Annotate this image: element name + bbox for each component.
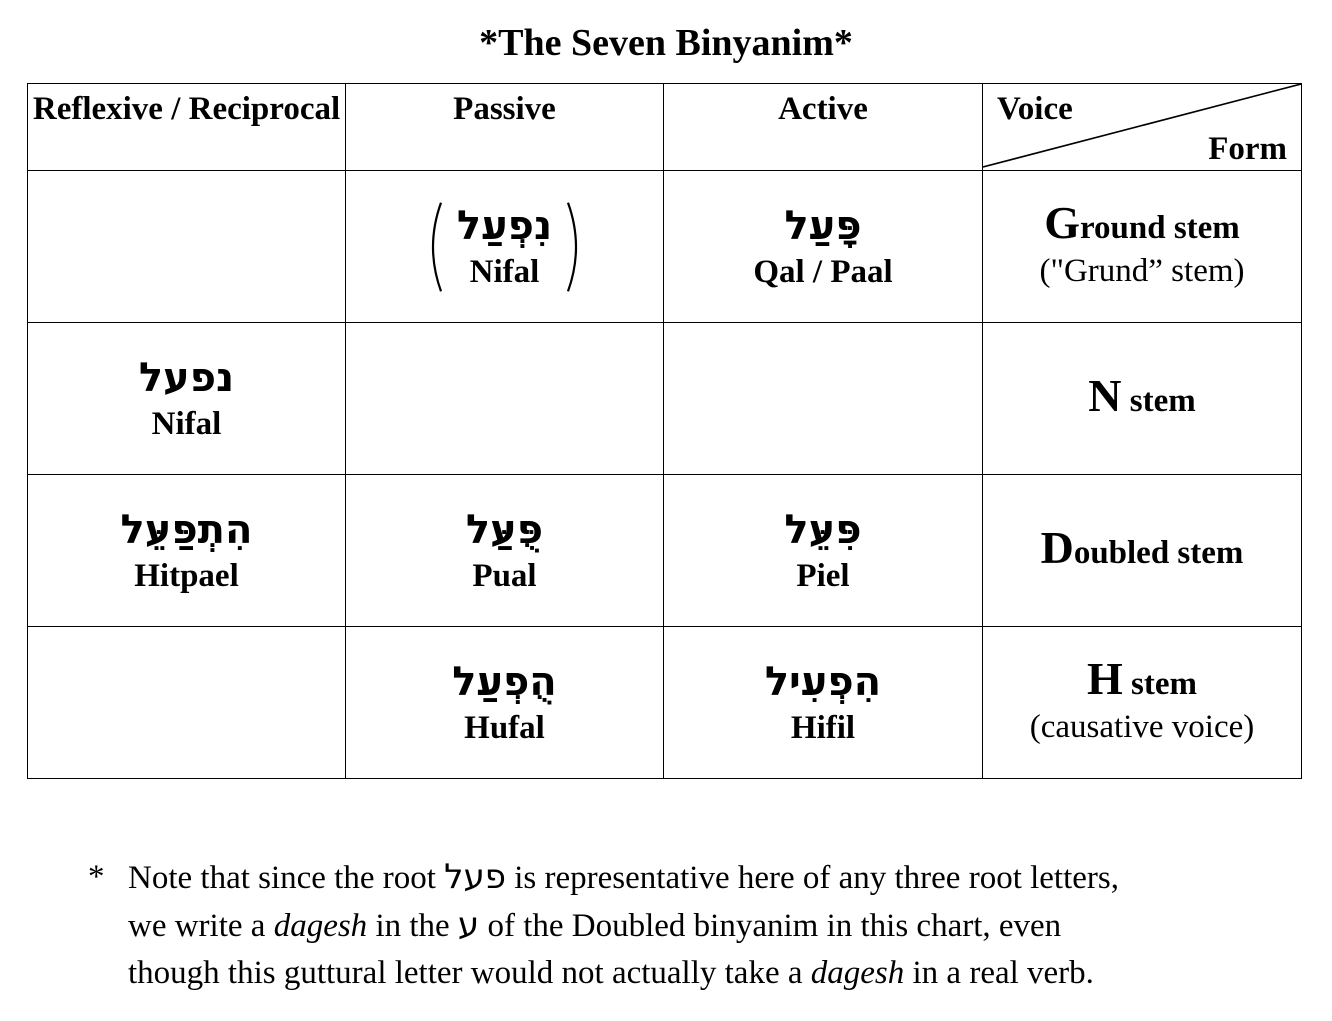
footnote-text bbox=[128, 854, 1308, 997]
header-reflexive bbox=[28, 84, 346, 171]
cell-form bbox=[983, 475, 1302, 627]
cell-reflexive bbox=[28, 323, 346, 475]
stem-rest: round stem bbox=[1079, 210, 1240, 246]
dagesh-term: dagesh bbox=[810, 955, 905, 991]
footnote-segment: of the Doubled binyanim in this chart, even bbox=[479, 908, 1062, 944]
cell-form bbox=[983, 171, 1302, 323]
row-n-stem bbox=[28, 323, 1302, 475]
stem-initial: G bbox=[1044, 197, 1080, 248]
footnote-segment: in a real verb. bbox=[904, 955, 1094, 991]
header-passive-label: Passive bbox=[453, 91, 556, 127]
header-passive bbox=[346, 84, 664, 171]
header-active-label: Active bbox=[778, 91, 868, 127]
hebrew-root: פעל bbox=[444, 857, 507, 897]
cell-form bbox=[983, 323, 1302, 475]
header-reflexive-label: Reflexive / Reciprocal bbox=[32, 91, 341, 127]
cell-active bbox=[664, 171, 983, 323]
footnote-segment: is representative here of any three root letters, bbox=[506, 860, 1119, 896]
header-voice-form-corner bbox=[983, 84, 1302, 171]
header-voice-label: Voice bbox=[997, 91, 1073, 127]
stem-rest: stem bbox=[1121, 383, 1196, 419]
cell-form bbox=[983, 627, 1302, 779]
binyan-name: Nifal bbox=[469, 253, 540, 290]
cell-reflexive bbox=[28, 171, 346, 323]
binyan-name: Qal / Paal bbox=[753, 253, 893, 290]
binyan-name: Hifil bbox=[790, 709, 856, 746]
stem-rest: stem bbox=[1122, 666, 1197, 702]
footnote bbox=[88, 854, 1308, 997]
cell-active bbox=[664, 627, 983, 779]
row-doubled-stem bbox=[28, 475, 1302, 627]
stem-name bbox=[983, 370, 1301, 423]
header-row bbox=[28, 84, 1302, 171]
hebrew-form: נִפְעַל bbox=[456, 202, 553, 249]
stem-initial: D bbox=[1040, 522, 1074, 573]
stem-initial: H bbox=[1087, 653, 1123, 704]
binyan-name: Hitpael bbox=[134, 557, 239, 594]
binyan-name: Hufal bbox=[464, 709, 545, 746]
row-ground-stem bbox=[28, 171, 1302, 323]
stem-description: ("Grund” stem) bbox=[1039, 253, 1245, 289]
left-paren-icon bbox=[423, 201, 445, 293]
dagesh-term: dagesh bbox=[273, 908, 368, 944]
binyan-name: Piel bbox=[796, 557, 850, 594]
footnote-segment: though this guttural letter would not actually take a bbox=[128, 955, 811, 991]
footnote-segment: in the bbox=[367, 908, 458, 944]
hebrew-form: נפעל bbox=[138, 354, 235, 401]
footnote-line bbox=[128, 950, 1308, 997]
header-active bbox=[664, 84, 983, 171]
cell-reflexive bbox=[28, 475, 346, 627]
stem-description: (causative voice) bbox=[1029, 709, 1255, 745]
hebrew-form: פֻּעַּל bbox=[465, 506, 544, 553]
footnote-segment: Note that since the root bbox=[128, 860, 445, 896]
footnote-line bbox=[128, 902, 1308, 950]
page-title: *The Seven Binyanim* bbox=[479, 22, 853, 64]
binyan-name: Pual bbox=[472, 557, 537, 594]
parenthesized-form bbox=[423, 201, 586, 293]
cell-reflexive bbox=[28, 627, 346, 779]
cell-passive bbox=[346, 171, 664, 323]
cell-passive bbox=[346, 475, 664, 627]
stem-name bbox=[983, 197, 1301, 250]
binyanim-table bbox=[27, 83, 1302, 779]
footnote-segment: we write a bbox=[128, 908, 274, 944]
header-form-label: Form bbox=[1208, 131, 1287, 167]
stem-initial: N bbox=[1088, 370, 1122, 421]
cell-active bbox=[664, 323, 983, 475]
binyan-name: Nifal bbox=[151, 405, 222, 442]
footnote-line bbox=[128, 854, 1308, 902]
hebrew-form: הִתְפַּעֵּל bbox=[120, 506, 253, 553]
hebrew-letter: ע bbox=[457, 905, 480, 945]
footnote-marker: * bbox=[88, 859, 105, 895]
cell-passive bbox=[346, 627, 664, 779]
cell-active bbox=[664, 475, 983, 627]
row-h-stem bbox=[28, 627, 1302, 779]
stem-name bbox=[983, 522, 1301, 575]
hebrew-form: פִּעֵּל bbox=[784, 506, 862, 553]
cell-passive bbox=[346, 323, 664, 475]
stem-name bbox=[983, 653, 1301, 706]
hebrew-form: פָּעַל bbox=[784, 202, 862, 249]
right-paren-icon bbox=[564, 201, 586, 293]
hebrew-form: הִפְעִיל bbox=[764, 658, 882, 705]
stem-rest: oubled stem bbox=[1073, 535, 1244, 571]
hebrew-form: הֻפְעַל bbox=[452, 658, 557, 705]
